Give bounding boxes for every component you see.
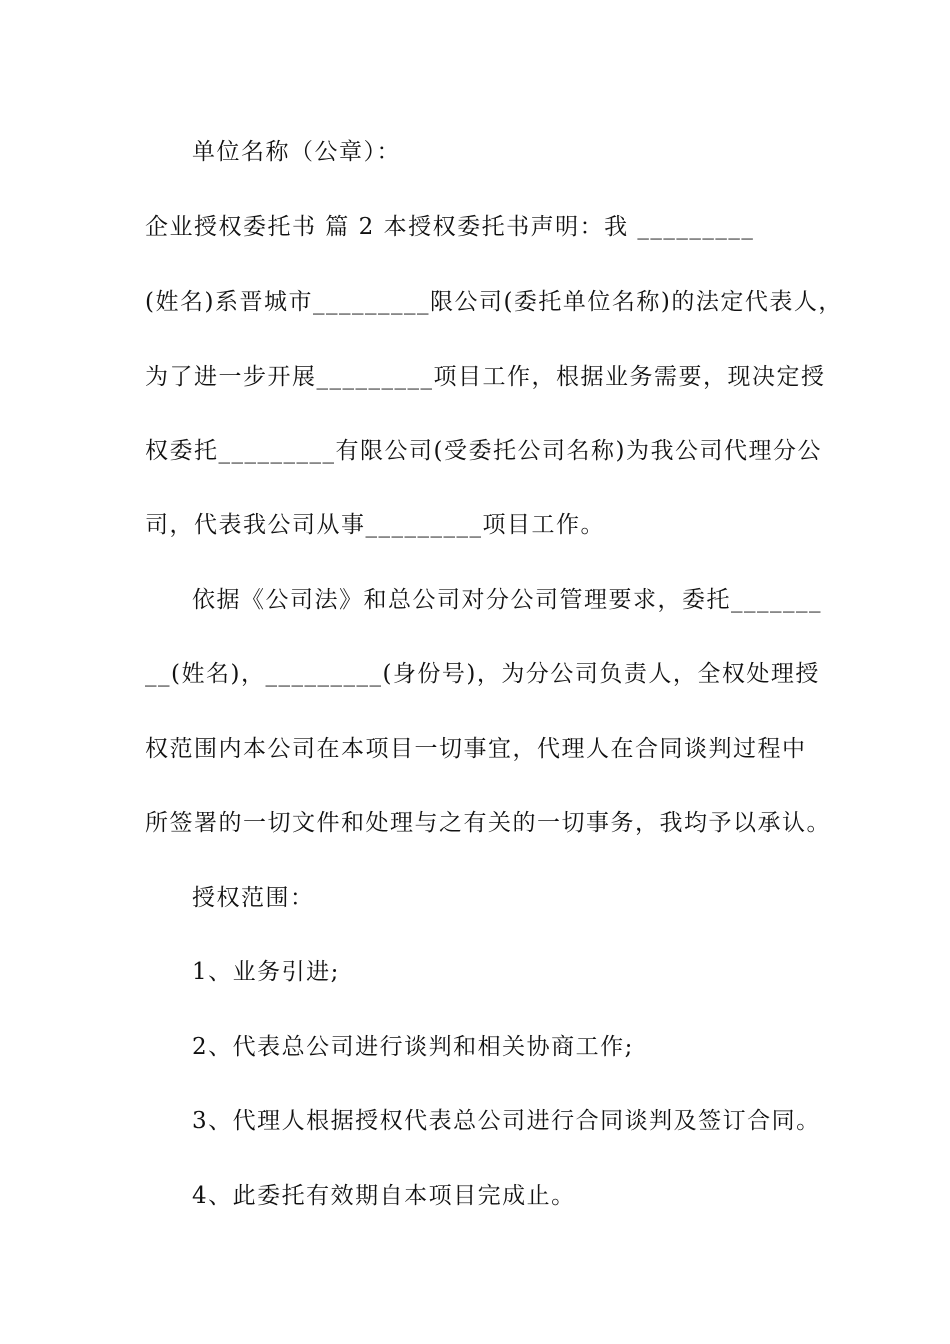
list-item: 3、代理人根据授权代表总公司进行合同谈判及签订合同。 (192, 1108, 821, 1134)
list-item: 2、代表总公司进行谈判和相关协商工作; (192, 1034, 634, 1060)
list-item: 4、此委托有效期自本项目完成止。 (192, 1183, 576, 1209)
list-item: 1、业务引进; (192, 959, 340, 985)
paragraph-line: __(姓名)，_________(身份号)，为分公司负责人，全权处理授 (145, 661, 820, 687)
paragraph-line: 为了进一步开展_________项目工作，根据业务需要，现决定授 (145, 364, 826, 390)
paragraph-line: 所签署的一切文件和处理与之有关的一切事务，我均予以承认。 (145, 810, 831, 836)
paragraph-line: 司，代表我公司从事_________项目工作。 (145, 512, 605, 538)
section-heading: 授权范围： (192, 885, 315, 911)
paragraph-line: 权范围内本公司在本项目一切事宜，代理人在合同谈判过程中 (145, 736, 807, 762)
seal-line: 单位名称（公章）： (192, 139, 401, 165)
paragraph-line: 依据《公司法》和总公司对分公司管理要求，委托_______ (192, 587, 822, 613)
paragraph-line: (姓名)系晋城市_________限公司(委托单位名称)的法定代表人， (145, 289, 843, 315)
paragraph-line: 权委托_________有限公司(受委托公司名称)为我公司代理分公 (145, 438, 822, 464)
paragraph-line-title: 企业授权委托书 篇 2 本授权委托书声明：我 _________ (145, 214, 755, 240)
